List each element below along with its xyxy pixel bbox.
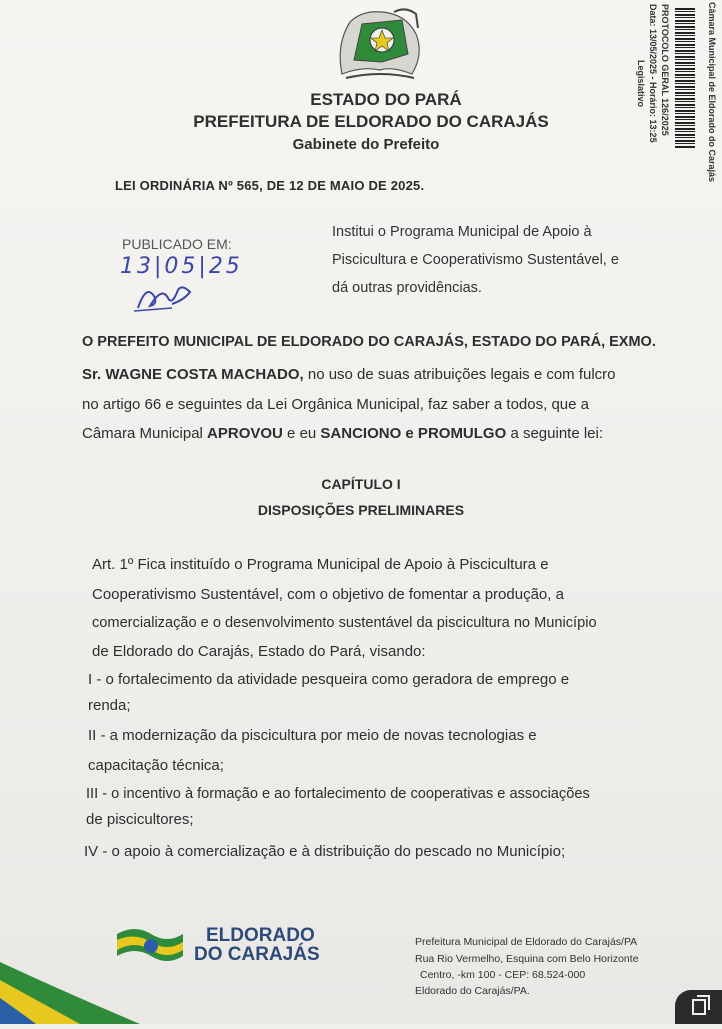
body-line: capacitação técnica; [88, 757, 224, 774]
ementa-line: Piscicultura e Cooperativismo Sustentável, e [332, 252, 619, 268]
preamble-line: no artigo 66 e seguintes da Lei Orgânica Municipal, faz saber a todos, que a [82, 396, 589, 413]
chapter-subtitle: DISPOSIÇÕES PRELIMINARES [257, 502, 465, 518]
state-heading: ESTADO DO PARÁ [310, 90, 462, 109]
footer-address-line: Prefeitura Municipal de Eldorado do Carajás/PA [415, 936, 638, 948]
body-line: Art. 1º Fica instituído o Programa Municipal de Apoio à Piscicultura e [92, 556, 549, 573]
approved-text: APROVOU [207, 425, 283, 442]
body-line: Cooperativismo Sustentável, com o objetivo de fomentar a produção, a [92, 586, 564, 603]
body-line: de Eldorado do Carajás, Estado do Pará, visando: [92, 643, 426, 660]
preamble-text: no uso de suas atribuições legais e com fulcro [303, 366, 616, 383]
body-line: de piscicultores; [86, 811, 194, 828]
office-heading: Gabinete do Prefeito [292, 136, 440, 153]
expand-icon [675, 990, 722, 1024]
signature-icon [132, 278, 196, 314]
chapter-title: CAPÍTULO I [321, 476, 401, 492]
body-line: II - a modernização da piscicultura por meio de novas tecnologias e [88, 727, 537, 744]
overlay-corner-icon[interactable] [675, 990, 722, 1024]
prefecture-heading: PREFEITURA DE ELDORADO DO CARAJÁS [193, 112, 549, 131]
ementa-line: Institui o Programa Municipal de Apoio à [332, 224, 592, 240]
preamble-line: O PREFEITO MUNICIPAL DE ELDORADO DO CARAJÁS, ESTADO DO PARÁ, EXMO. [82, 334, 656, 350]
sanction-text: SANCIONO e PROMULGO [320, 425, 507, 442]
brand-name-line1: ELDORADO [206, 925, 315, 946]
footer-address-line: Eldorado do Carajás/PA. [415, 985, 530, 997]
brand-logo-icon [115, 924, 185, 964]
publication-label: PUBLICADO EM: [122, 236, 232, 252]
stamp-chamber: Câmara Municipal de Eldorado do Carajás [707, 2, 717, 183]
coat-of-arms-icon [332, 4, 428, 86]
footer-address-line: Rua Rio Vermelho, Esquina com Belo Horizonte [415, 953, 639, 965]
publication-date: 13|05|25 [120, 254, 243, 279]
mayor-name: Sr. WAGNE COSTA MACHADO, [82, 366, 304, 383]
protocol-stamp [625, 0, 722, 220]
stamp-protocol: PROTOCOLO GERAL 126/2025 [660, 4, 670, 136]
body-line: IV - o apoio à comercialização e à distribuição do pescado no Município; [84, 843, 566, 860]
preamble-text: e eu [282, 425, 321, 442]
body-line: comercialização e o desenvolvimento sustentável da piscicultura no Município [92, 615, 597, 631]
body-line: III - o incentivo à formação e ao fortalecimento de cooperativas e associações [86, 786, 590, 802]
body-line: renda; [88, 697, 131, 714]
preamble-line [82, 366, 616, 383]
footer-address-line: Centro, -km 100 - CEP: 68.524-000 [420, 969, 586, 981]
preamble-line [82, 425, 603, 442]
barcode-icon [675, 8, 695, 148]
stamp-sector: Legislativo [636, 60, 646, 108]
law-title: LEI ORDINÁRIA Nº 565, DE 12 DE MAIO DE 2025. [115, 178, 425, 193]
preamble-text: Câmara Municipal [82, 425, 208, 442]
ementa-line: dá outras providências. [332, 280, 482, 296]
body-line: I - o fortalecimento da atividade pesqueira como geradora de emprego e [88, 671, 570, 688]
preamble-text: a seguinte lei: [506, 425, 604, 442]
brand-name-line2: DO CARAJÁS [194, 944, 320, 965]
stamp-datetime: Data: 13/05/2025 - Horário: 13:25 [648, 4, 658, 143]
